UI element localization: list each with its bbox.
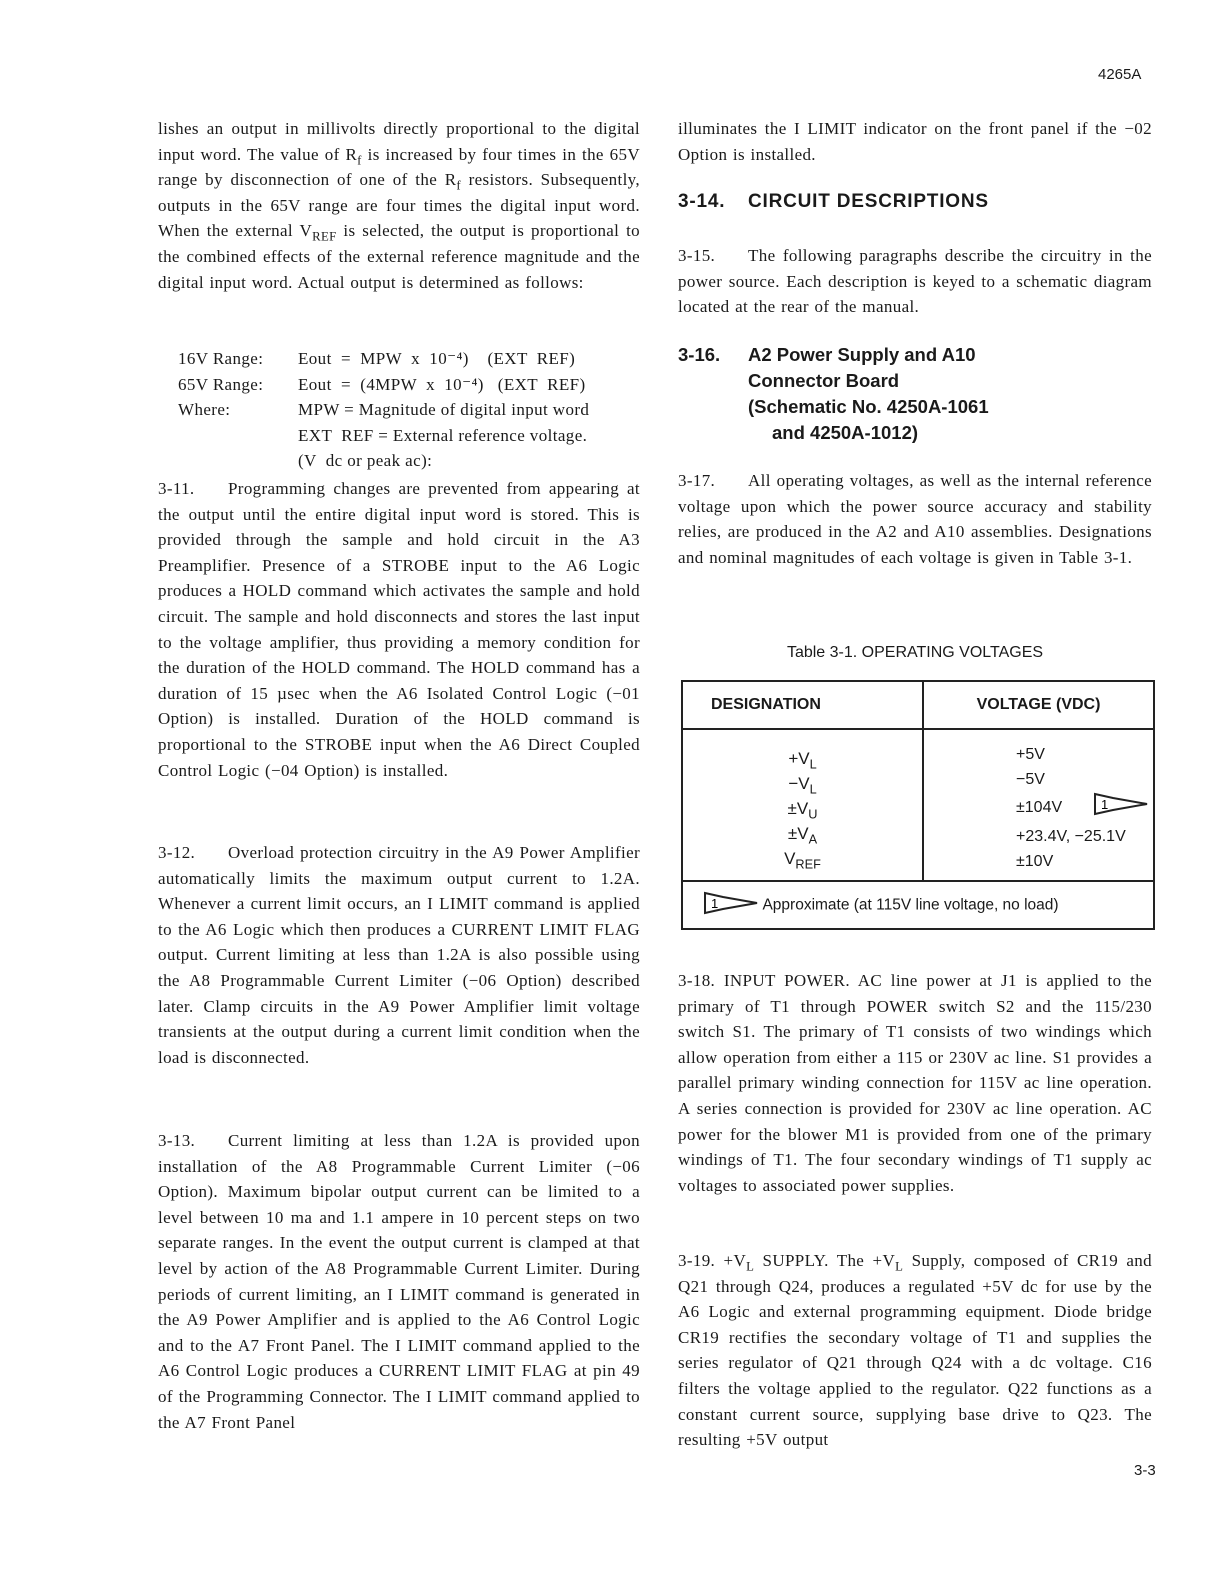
section-heading-3-14: 3-14. CIRCUIT DESCRIPTIONS: [678, 191, 989, 212]
formula-row: [158, 346, 640, 372]
text-run: Supply, composed of CR19 and Q21 through Q24, produces a regulated +5V dc for use by the A6 Logic and external programming equipment. Diode bridge CR19 rectifies the secondary voltage of T1 and supplies the series regulator of Q21 through Q24 with a dc voltage. C16 filters the voltage applied to the regulator. Q22 functions as a constant current source, supplying base drive to Q23. The resulting +5V output: [678, 1251, 1152, 1450]
designation: [683, 746, 922, 771]
paragraph-3-12: 3-12. Overload protection circuitry in the A9 Power Amplifier automatically limits the maximum output current to 1.2A. Whenever a current limit occurs, an I LIMIT command is applied to the A6 Logic which then produces a CURRENT LIMIT FLAG output. Current limiting at less than 1.2A is also possible using the A8 Programmable Current Limiter (−06 Option) described later. Clamp circuits in the A9 Power Amplifier limit voltage transients at the output during a current limit condition when the load is disconnected.: [158, 843, 640, 1067]
operating-voltages-table: [681, 680, 1155, 930]
text-run: is increased by four times in the 65V range by disconnection of one of the R: [158, 144, 641, 190]
voltage-text: −5V: [1016, 771, 1045, 788]
subscript: L: [746, 1259, 755, 1274]
paragraph-continuation: [158, 116, 640, 295]
subscript: f: [456, 178, 462, 193]
formula-label: 16V Range:: [178, 349, 264, 368]
paragraph-3-17: 3-17. All operating voltages, as well as the internal reference voltage upon which the power source accuracy and stability relies, are produced in the A2 and A10 assemblies. Designations and nominal magnitudes of each voltage is given in Table 3-1.: [678, 471, 1152, 567]
table-body-row: [682, 729, 1154, 881]
formula-expression: MPW = Magnitude of digital input word: [298, 400, 590, 420]
subscript: L: [895, 1259, 904, 1274]
svg-text:1: 1: [1100, 797, 1108, 812]
voltage-value: [1016, 824, 1153, 849]
paragraph-3-19: [678, 1248, 1152, 1453]
voltage-text: ±104V: [1016, 799, 1063, 817]
text-run: is selected, the output is proportional to the combined effects of the external reference magnitude and the digital input word. Actual output is determined as follows:: [158, 221, 640, 292]
formula-row: [158, 423, 640, 449]
page-number: 3-3: [1134, 1462, 1156, 1479]
formula-expression: Eout = (4MPW x 10⁻⁴) (EXT REF): [298, 374, 586, 394]
formula-expression: Eout = MPW x 10⁻⁴) (EXT REF): [298, 349, 576, 368]
voltage-text: +5V: [1016, 746, 1045, 763]
text-run: 3-19. +V: [678, 1251, 747, 1270]
paragraph-3-11: 3-11. Programming changes are prevented from appearing at the output until the entire digital input word is stored. This is provided through the sample and hold circuit in the A3 Preamplifier. Presence of a STROBE input to the A6 Logic produces a HOLD command which activates the sample and hold circuit. The sample and hold disconnects and stores the last input to the voltage amplifier, thus providing a memory condition for the duration of the HOLD command. The HOLD command has a duration of 15 µsec when the A6 Isolated Control Logic (−01 Option) is installed. Duration of the HOLD command is proportional to the STROBE input when the A6 Direct Coupled Control Logic (−04 Option) is installed.: [158, 479, 640, 780]
table-header-row: DESIGNATION VOLTAGE (VDC): [682, 681, 1154, 729]
formula-label: [158, 448, 298, 474]
voltage-text: ±10V: [1016, 853, 1054, 870]
paragraph-3-13: 3-13. Current limiting at less than 1.2A is provided upon installation of the A8 Programmable Current Limiter (−06 Option). Maximum bipolar output current can be limited to a level between 10 ma and 1.1 ampere in 10 percent steps on two separate ranges. In the event the output current is clamped at that level by action of the A8 Programmable Current Limiter. During periods of current limiting, an I LIMIT command is generated in the A9 Power Amplifier and is applied to the A6 Control Logic and to the A7 Front Panel. The I LIMIT command applied to the A6 Control Logic produces a CURRENT LIMIT FLAG at pin 49 of the Programming Connector. The I LIMIT command applied to the A7 Front Panel: [158, 1131, 640, 1432]
paragraph-continuation-right: illuminates the I LIMIT indicator on the front panel if the −02 Option is installed.: [678, 119, 1152, 164]
designation: [683, 846, 922, 871]
voltage-value: [1016, 767, 1153, 792]
formula-row: [158, 448, 640, 474]
designation-subscript: U: [808, 805, 818, 821]
designation-subscript: A: [808, 830, 818, 846]
text-run: resistors. Subsequently, outputs in the 65V range are four times the digital input word. When the external V: [158, 170, 640, 241]
section-heading-3-16: 3-16. A2 Power Supply and A10 Connector Board (Schematic No. 4250A-1061 and 4250A-1012): [678, 344, 989, 443]
formula-row: [158, 372, 640, 398]
formula-expression: (V dc or peak ac):: [298, 451, 433, 471]
voltage-text: +23.4V, −25.1V: [1016, 828, 1126, 845]
formula-label: Where:: [178, 400, 231, 420]
voltage-cell: [923, 729, 1154, 881]
designation-symbol: +V: [788, 748, 810, 768]
text-run: 3-18. INPUT POWER. AC line power at J1 is applied to the primary of T1 through POWER switch S2 and the 115/230 switch S1. The primary of T1 consists of two windings which allow operation from either a 115 or 230V ac line. S1 provides a parallel primary winding connection for 115V ac line operation. A series connection is provided for 230V ac line operation. AC power for the blower M1 is provided from one of the primary windings of T1. The four secondary windings of T1 supply ac voltages to associated power supplies.: [678, 971, 1152, 1195]
table-note-row: [682, 881, 1154, 929]
document-model-number: 4265A: [1098, 66, 1142, 83]
paragraph-3-18: [678, 968, 1152, 1198]
text-run: lishes an output in millivolts directly proportional to the digital input word. The value of R: [158, 119, 640, 164]
paragraph-3-15: 3-15. The following paragraphs describe the circuitry in the power source. Each description is keyed to a schematic diagram located at the rear of the manual.: [678, 246, 1152, 317]
formula-row: [158, 397, 640, 423]
voltage-value: [1016, 792, 1153, 824]
designation-symbol: V: [784, 848, 796, 868]
designation-symbol: −V: [788, 773, 810, 793]
note-marker-icon: [703, 891, 759, 920]
note-marker-icon: [1093, 792, 1149, 824]
designation: [683, 821, 922, 846]
voltage-value: [1016, 742, 1153, 767]
text-run: SUPPLY. The +V: [754, 1251, 896, 1270]
subscript: REF: [312, 229, 337, 244]
designation-subscript: L: [809, 780, 817, 796]
formula-label: [158, 423, 298, 449]
voltage-value: [1016, 849, 1153, 874]
output-formula: [158, 346, 640, 474]
designation: [683, 796, 922, 821]
designation: [683, 771, 922, 796]
table-caption: Table 3-1. OPERATING VOLTAGES: [786, 644, 1044, 661]
designation-cell: [682, 729, 923, 881]
subscript: f: [357, 153, 362, 168]
svg-text:1: 1: [711, 895, 719, 911]
formula-expression: EXT REF = External reference voltage.: [298, 425, 588, 445]
designation-subscript: L: [809, 755, 817, 771]
designation-subscript: REF: [795, 855, 821, 871]
designation-symbol: ±V: [787, 823, 809, 843]
designation-symbol: ±V: [787, 798, 809, 818]
table-note: 1 Approximate (at 115V line voltage, no load): [682, 881, 1154, 929]
formula-label: 65V Range:: [178, 374, 264, 394]
